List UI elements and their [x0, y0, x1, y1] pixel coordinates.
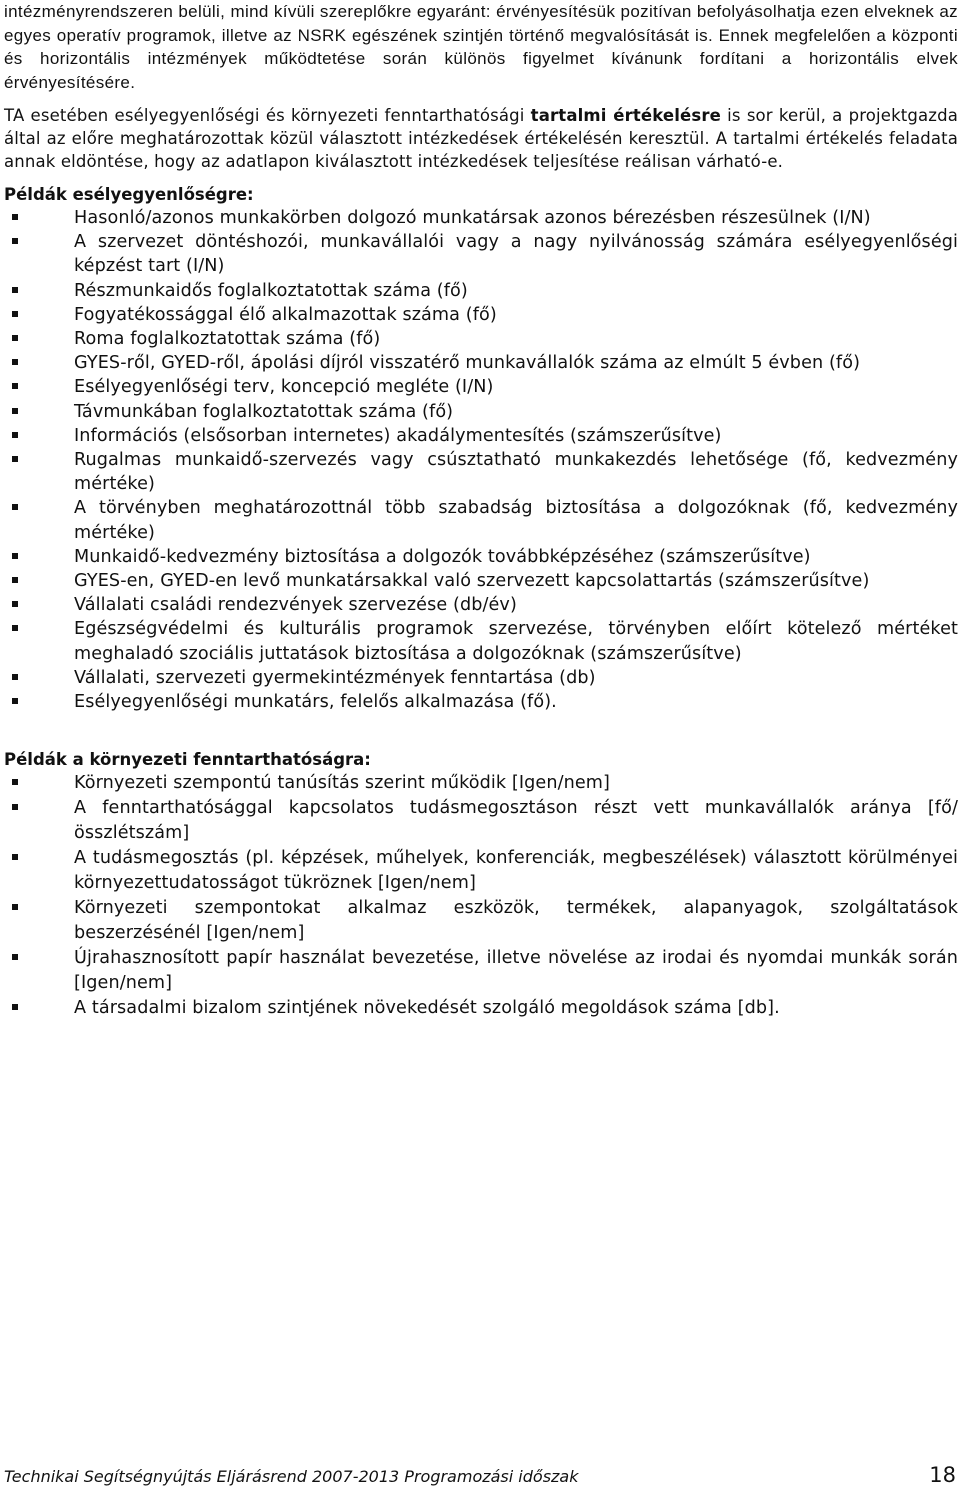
- list-item: [74, 796, 958, 846]
- list-item-text: GYES-en, GYED-en levő munkatársakkal való szervezett kapcsolattartás (számszerűsítve): [74, 571, 870, 592]
- list-item: [74, 946, 958, 996]
- list-item: [74, 896, 958, 946]
- list-item-text: Esélyegyenlőségi munkatárs, felelős alkalmazása (fő).: [74, 692, 557, 713]
- ta-paragraph-text-end: is sor kerül, a projektgazda által az előre meghatározottak közül választott intézkedések értékelésén keresztül. A tartalmi értékelés feladata annak eldöntése, hogy az adatlapon kiválasztott intézkedések teljesítése reálisan várható-e.: [4, 106, 958, 171]
- square-bullet-icon: [12, 359, 18, 365]
- square-bullet-icon: [12, 1004, 18, 1010]
- list-item: [74, 230, 958, 278]
- environmental-list: [4, 771, 958, 1021]
- list-item-text: Környezeti szempontú tanúsítás szerint működik [Igen/nem]: [74, 773, 610, 794]
- square-bullet-icon: [12, 383, 18, 389]
- list-item-text: A fenntarthatósággal kapcsolatos tudásmegosztáson részt vett munkavállalók aránya [fő/összlétszám]: [74, 798, 958, 844]
- list-item-text: Fogyatékossággal élő alkalmazottak száma (fő): [74, 304, 497, 325]
- square-bullet-icon: [12, 311, 18, 317]
- document-page: [4, 0, 958, 1022]
- list-item-text: Esélyegyenlőségi terv, koncepció megléte (I/N): [74, 377, 494, 398]
- square-bullet-icon: [12, 854, 18, 860]
- equal-opportunity-list: [4, 206, 958, 714]
- list-item-text: Rugalmas munkaidő-szervezés vagy csúsztatható munkakezdés lehetősége (fő, kedvezmény mértéke): [74, 450, 958, 495]
- square-bullet-icon: [12, 698, 18, 704]
- square-bullet-icon: [12, 954, 18, 960]
- list-item-text: Információs (elsősorban internetes) akadálymentesítés (számszerűsítve): [74, 425, 722, 446]
- list-item-text: A törvényben meghatározottnál több szabadság biztosítása a dolgozóknak (fő, kedvezmény mértéke): [74, 498, 958, 543]
- list-item-text: Környezeti szempontokat alkalmaz eszközök, termékek, alapanyagok, szolgáltatások beszerzésénél [Igen/nem]: [74, 898, 958, 944]
- list-item: [74, 424, 958, 448]
- list-item: [74, 303, 958, 327]
- intro-paragraph: intézményrendszeren belüli, mind kívüli szereplőkre egyaránt: érvényesítésük pozitívan befolyásolhatja ezen elveknek az egyes operatív programok, illetve az NSRK egészének szintjén történő megvalósítását is. Ennek megfelelően a központi és horizontális intézmények működtetése során különös figyelmet kívánunk fordítani a horizontális elvek érvényesítésére.: [4, 2, 958, 92]
- list-item-text: Távmunkában foglalkoztatottak száma (fő): [74, 401, 454, 422]
- square-bullet-icon: [12, 779, 18, 785]
- list-item-text: Roma foglalkoztatottak száma (fő): [74, 329, 381, 350]
- list-item: [74, 375, 958, 399]
- list-item-text: Egészségvédelmi és kulturális programok szervezése, törvényben előírt kötelező mértéket meghaladó szociális juttatások biztosítása a dolgozóknak (számszerűsítve): [74, 619, 958, 664]
- list-item: [74, 690, 958, 714]
- footer-title: Technikai Segítségnyújtás Eljárásrend 2007-2013 Programozási időszak: [4, 1467, 579, 1486]
- list-item: [74, 496, 958, 544]
- list-item-text: Újrahasznosított papír használat bevezetése, illetve növelése az irodai és nyomdai munkák során [Igen/nem]: [74, 948, 958, 994]
- list-item: [74, 569, 958, 593]
- square-bullet-icon: [12, 408, 18, 414]
- list-item-text: GYES-ről, GYED-ről, ápolási díjról visszatérő munkavállalók száma az elmúlt 5 évben (fő): [74, 353, 861, 374]
- ta-paragraph: [4, 104, 958, 173]
- square-bullet-icon: [12, 214, 18, 220]
- ta-paragraph-text-start: TA esetében esélyegyenlőségi és környezeti fenntarthatósági: [4, 106, 531, 125]
- square-bullet-icon: [12, 904, 18, 910]
- list-item: [74, 593, 958, 617]
- square-bullet-icon: [12, 625, 18, 631]
- list-item: [74, 400, 958, 424]
- list-item-text: Vállalati családi rendezvények szervezése (db/év): [74, 595, 517, 616]
- square-bullet-icon: [12, 577, 18, 583]
- list-item: [74, 351, 958, 375]
- square-bullet-icon: [12, 238, 18, 244]
- square-bullet-icon: [12, 456, 18, 462]
- square-bullet-icon: [12, 601, 18, 607]
- square-bullet-icon: [12, 553, 18, 559]
- square-bullet-icon: [12, 504, 18, 510]
- equal-opportunity-heading: Példák esélyegyenlőségre:: [4, 185, 254, 204]
- list-item: [74, 327, 958, 351]
- list-item: [74, 448, 958, 496]
- environmental-heading: Példák a környezeti fenntarthatóságra:: [4, 750, 371, 770]
- list-item-text: A társadalmi bizalom szintjének növekedését szolgáló megoldások száma [db].: [74, 998, 780, 1019]
- list-item-text: Részmunkaidős foglalkoztatottak száma (fő): [74, 280, 468, 301]
- list-item-text: Hasonló/azonos munkakörben dolgozó munkatársak azonos bérezésben részesülnek (I/N): [74, 208, 871, 228]
- list-item: [74, 666, 958, 690]
- square-bullet-icon: [12, 804, 18, 810]
- list-item: [74, 279, 958, 303]
- list-item: [74, 206, 958, 230]
- list-item-text: A szervezet döntéshozói, munkavállalói vagy a nagy nyilvánosság számára esélyegyenlőségi képzést tart (I/N): [74, 232, 958, 277]
- list-item: [74, 771, 958, 796]
- list-item: [74, 846, 958, 896]
- ta-paragraph-bold-term: tartalmi értékelésre: [530, 106, 721, 125]
- square-bullet-icon: [12, 674, 18, 680]
- square-bullet-icon: [12, 335, 18, 341]
- list-item-text: Munkaidő-kedvezmény biztosítása a dolgozók továbbképzéséhez (számszerűsítve): [74, 546, 811, 567]
- list-item-text: Vállalati, szervezeti gyermekintézmények fenntartása (db): [74, 667, 596, 688]
- list-item: [74, 617, 958, 665]
- square-bullet-icon: [12, 287, 18, 293]
- page-footer: [4, 1463, 958, 1489]
- list-item-text: A tudásmegosztás (pl. képzések, műhelyek, konferenciák, megbeszélések) választott körülményei környezettudatosságot tükröznek [Igen/nem]: [74, 848, 958, 894]
- list-item: [74, 545, 958, 569]
- list-item: [74, 996, 958, 1021]
- square-bullet-icon: [12, 432, 18, 438]
- page-number: 18: [929, 1463, 956, 1487]
